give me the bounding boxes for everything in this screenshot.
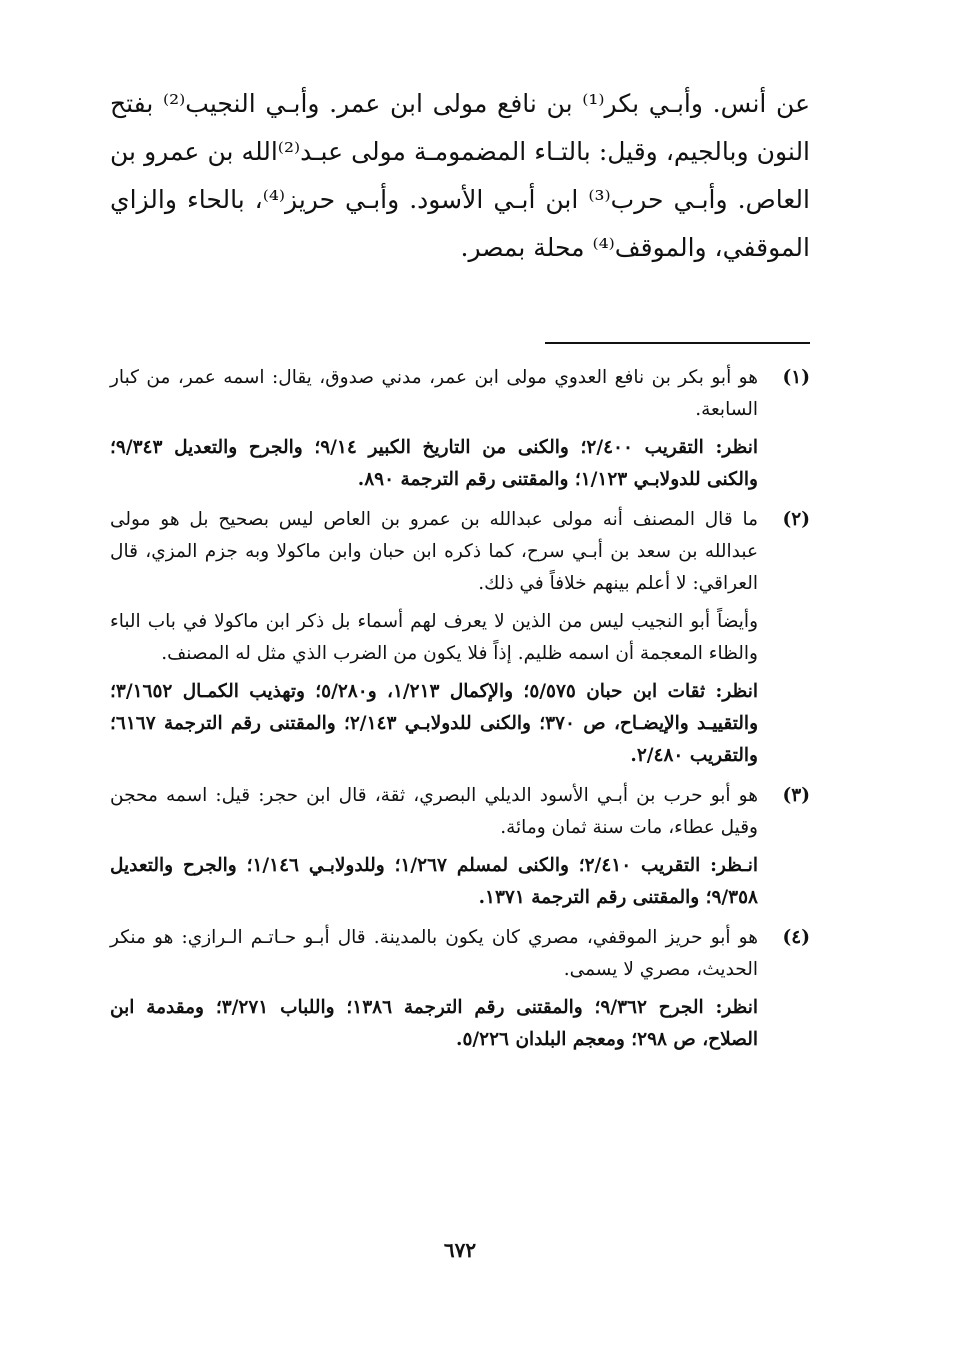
footnote-number: (٣) (782, 785, 810, 806)
footnote-body (110, 922, 758, 1056)
footnote-3 (110, 780, 810, 914)
footnote-body (110, 362, 758, 496)
footnote-paragraph: هو أبو بكر بن نافع العدوي مولى ابن عمر، مدني صدوق، يقال: اسمه عمر، من كبار السابعة. (110, 367, 758, 420)
main-text: عن أنس. وأبـي بكر⁽¹⁾ بن نافع مولى ابن عمر. وأبـي النجيب⁽²⁾ بفتح النون وبالجيم، وقيل: بالتـاء المضمومـة مولى عبـد⁽²⁾الله بن عمرو بن العاص. وأبـي حرب⁽³⁾ ابن أبـي الأسود. وأبـي حريز⁽⁴⁾، بالحاء والزاي الموقفي، والموقف⁽⁴⁾ محلة بمصر. (110, 89, 811, 262)
footnote-references: انظر: التقريب ٢/٤٠٠؛ والكنى من التاريخ الكبير ٩/١٤؛ والجرح والتعديل ٩/٣٤٣؛ والكنى للدولابـي ١/١٢٣؛ والمقتنى رقم الترجمة ٨٩٠. (110, 437, 759, 490)
footnote-divider (545, 342, 810, 344)
footnote-1 (110, 362, 810, 496)
footnote-references: انظر: الجرح ٩/٣٦٢؛ والمقتنى رقم الترجمة ١٣٨٦؛ واللباب ٣/٢٧١؛ ومقدمة ابن الصلاح، ص ٢٩٨؛ ومعجم البلدان ٥/٢٢٦. (110, 997, 758, 1050)
footnote-number: (٢) (782, 509, 810, 530)
footnote-paragraph: هو أبو حريز الموقفي، مصري كان يكون بالمدينة. قال أبـو حـاتـم الـرازي: هو منكر الحديث، مصري لا يسمى. (110, 927, 758, 980)
footnote-body (110, 504, 758, 772)
page-number: ٦٧٢ (443, 1238, 477, 1262)
footnotes (110, 362, 810, 1056)
footnote-paragraph: ما قال المصنف أنه مولى عبدالله بن عمرو بن العاص ليس بصحيح بل هو مولى عبدالله بن سعد بن أبـي سرح، كما ذكره ابن حبان وابن ماكولا وبه جزم المزي، قال العراقي: لا أعلم بينهم خلافاً في ذلك. (110, 509, 758, 594)
footnote-number: (٤) (782, 927, 810, 948)
footnote-body (110, 780, 758, 914)
book-page (110, 80, 810, 1320)
footnote-number: (١) (782, 367, 810, 388)
footnote-paragraph: هو أبو حرب بن أبـي الأسود الديلي البصري، ثقة، قال ابن حجر: قيل: اسمه محجن وقيل عطاء، مات سنة ثمان ومائة. (110, 785, 758, 838)
footnote-references: انظر: ثقات ابن حبان ٥/٥٧٥؛ والإكمال ١/٢١٣، و٥/٢٨٠؛ وتهذيب الكمـال ٣/١٦٥٢؛ والتقييـد والإيضـاح، ص ٣٧٠؛ والكنى للدولابـي ٢/١٤٣؛ والمقتنى رقم الترجمة ٦١٦٧؛ والتقريب ٢/٤٨٠. (110, 681, 759, 766)
footnote-paragraph: وأيضاً أبو النجيب ليس من الذين لا يعرف لهم أسماء بل ذكر ابن ماكولا في باب الباء والظاء المعجمة أن اسمه ظليم. إذاً فلا يكون من الضرب الذي مثل له المصنف. (110, 611, 758, 664)
footnote-references: انـظر: التقريب ٢/٤١٠؛ والكنى لمسلم ١/٢٦٧؛ وللدولابـي ١/١٤٦؛ والجرح والتعديل ٩/٣٥٨؛ والمقتنى رقم الترجمة ١٣٧١. (110, 855, 759, 908)
footnote-4 (110, 922, 810, 1056)
footnote-2 (110, 504, 810, 772)
